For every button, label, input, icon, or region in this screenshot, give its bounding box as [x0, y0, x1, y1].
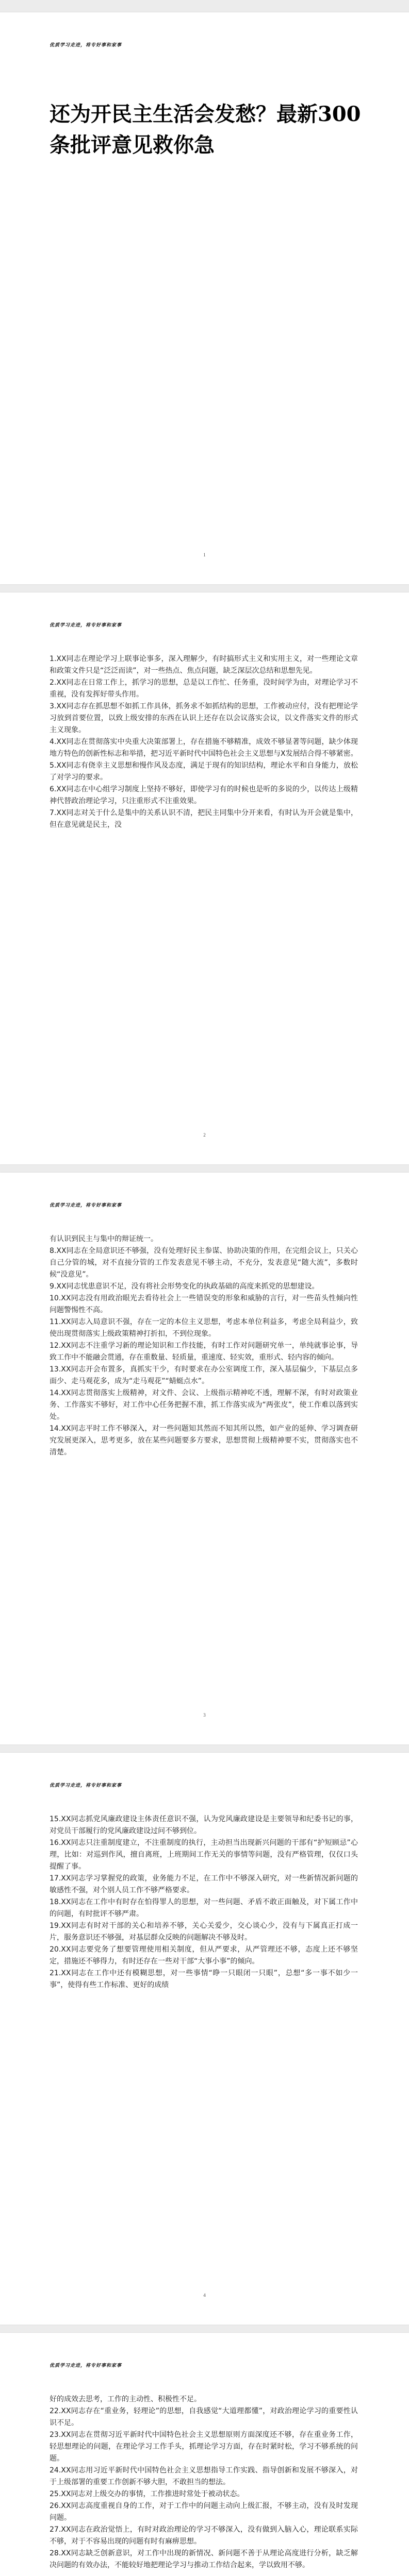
page-header: 优质学习走进，将专好事和家事 [50, 2363, 122, 2368]
paragraph: 19.XX同志有时对干部的关心和培养不够，关心关爱少，交心谈心少，没有与下属真正打成一片，服务意识还不够强，对基层群众反映的问题解决不够及时。 [50, 1922, 358, 1942]
paragraph: 23.XX同志在贯彻习近平新时代中国特色社会主义思想原则方面深度还不够，存在重业务工作，轻思想理论的问题，在理论学习工作手头，抓理论学习方面，存在时紧时松，学习不够系统的问题。 [50, 2431, 358, 2463]
page-number: 1 [203, 552, 206, 557]
paragraph: 13.XX同志开会布置多，真抓实干少，有时要求在办公室调度工作，深入基层偏少，下基层点多面少、走马观花多，成为“走马观花”“蜻蜓点水”。 [50, 1365, 358, 1385]
page-body [50, 2394, 358, 2571]
paragraph: 2.XX同志在日常工作上，抓学习的思想，总是以工作忙、任务重，没时间学为由，对理论学习不重视，没有发挥好带头作用。 [50, 679, 358, 699]
paragraph: 22.XX同志存在“重业务，轻理论”的思想，自我感觉“大道理都懂”，对政治理论学习的重要性认识不足。 [50, 2407, 358, 2427]
paragraph: 7.XX同志对关于什么是集中的关系认识不清，把民主同集中分开来看，有时认为开会就是集中，但在意见就是民主，没 [50, 809, 358, 829]
document-page-4 [0, 1753, 409, 2325]
page-number: 4 [203, 2293, 206, 2298]
paragraph: 11.XX同志入局意识不强，存在一定的本位主义思想，考虑本单位利益多，考虑全局利益少，致使出现贯彻落实上级政策精神打折扣，不到位现象。 [50, 1318, 358, 1338]
page-body [50, 1233, 358, 1459]
document-page-5 [0, 2333, 409, 2576]
paragraph: 10.XX同志没有用政治眼光去看待社会上一些错误变的形象和威胁的言行，对一些苗头性倾向性问题警惕性不高。 [50, 1294, 358, 1314]
page-header: 优质学习走进，将专好事和家事 [50, 623, 122, 628]
paragraph: 27.XX同志在政治觉悟上，有时对政治理论的学习不够深入，没有做到入脑入心，理论联系实际不够，对于不容易出现的问题有时有麻痹思想。 [50, 2526, 358, 2546]
paragraph: 9.XX同志忧患意识不足，没有将社会形势变化的执政基础的高度来抓党的思想建设。 [50, 1282, 319, 1291]
paragraph: 17.XX同志学习掌握党的政策，业务能力不足，在工作中不够深入研究，对一些新情况新问题的敏感性不强，对个别人员工作不够严格要求。 [50, 1874, 358, 1894]
paragraph: 26.XX同志高度重视自身的工作，对于工作中的问题主动向上级汇报，不够主动，没有及时发现问题。 [50, 2502, 358, 2522]
page-header: 优质学习走进，将专好事和家事 [50, 43, 122, 48]
paragraph: 18.XX同志在工作中有时存在怕得罪人的思想，对一些问题、矛盾不敢正面触及，对下属工作中的问题，有时批评不够严肃。 [50, 1898, 358, 1918]
paragraph: 8.XX同志在全局意识还不够强，没有处理好民主参谋、协助决策的作用，在完组会议上，只关心自己分管的城，对不直接分管的工作发表意见不够主动，不充分，发表意见“随大流”，多数时候“没意见”。 [50, 1247, 358, 1279]
paragraph: 15.XX同志抓党风廉政建设主体责任意识不强，认为党风廉政建设是主要领导和纪委书记的事，对党员干部履行的党风廉政建设过问不够到位。 [50, 1815, 358, 1835]
paragraph: 14.XX同志平时工作不够深入，对一些问题知其然而不知其所以然，如产业的延伸、学习调查研究发展更深入，思考更多，放在某些问题要多方要求，思想贯彻上级精神要不实，贯彻落实也不清楚。 [50, 1425, 358, 1456]
paragraph: 4.XX同志在贯彻落实中央重大决策部署上，存在措施不够精准，成效不够显著等问题，缺少体现地方特色的创新性标志和举措，把习近平新时代中国特色社会主义思想与X发展结合得不够紧密。 [50, 738, 358, 758]
paragraph: 14.XX同志贯彻落实上级精神，对文件、会议、上级指示精神吃不透，理解不深，有时对政策业务、工作落实不够好，对工作中心任务把握不准，抓工作落实成为“两张皮”，使工作难以落到实处。 [50, 1389, 358, 1421]
page-number: 2 [203, 1132, 206, 1138]
page-header: 优质学习走进，将专好事和家事 [50, 1203, 122, 1208]
paragraph: 24.XX同志用习近平新时代中国特色社会主义思想指导工作实践、指导创新和发展不够深入，对于上级部署的重要工作创新不够大胆，不敢担当的想法。 [50, 2466, 358, 2486]
paragraph: 21.XX同志在工作中还有模糊思想，对一些事情“睁一只眼闭一只眼”，总想“多一事不如少一事”，使得有些工作标准、更好的成绩 [50, 1969, 358, 1989]
paragraph: 20.XX同志要党务了想要管理使用相关制度，但从严要求，从严管理还不够，态度上还不够坚定，措施还不够得力，有时还存在一些对干部“大事小事”的倾向。 [50, 1945, 358, 1965]
page-body [50, 1814, 358, 1991]
paragraph: 5.XX同志有侥幸主义思想和慢作风及态度，满足于现有的知识结构，理论水平和自身能力，放松了对学习的要求。 [50, 761, 358, 782]
paragraph: 12.XX同志不注重学习新的理论知识和工作技能，有时工作对问题研究单一，单纯就事论事，导致工作中不能融会贯通，存在重数量、轻质量，重速度、轻实效，重形式、轻内容的倾向。 [50, 1342, 358, 1362]
paragraph: 28.XX同志缺乏创新意识，对工作中出现的新情况、新问题不善于从理论高度进行分析，缺乏解决问题的有效办法，不能较好地把理论学习与推动工作结合起来，学以致用不够。 [50, 2549, 358, 2569]
paragraph: 25.XX同志对上级交办的事情，工作推进时常处于被动状态。 [50, 2490, 244, 2498]
paragraph: 有认识到民主与集中的辩证统一。 [50, 1235, 158, 1243]
paragraph: 1.XX同志在理论学习上联事论事多，深入理解少，有时搞形式主义和实用主义，对一些理论文章和政策文件只是“泛泛而读”，对一些热点、焦点问题，缺乏深层次总结和思想先见。 [50, 655, 358, 675]
paragraph: 6.XX同志在中心组学习制度上坚持不够好，即使学习有的时候也是听的多说的少，以传达上级精神代替政治理论学习，只注重形式不注重效果。 [50, 785, 358, 805]
document-page-2 [0, 592, 409, 1164]
page-number: 3 [203, 1713, 206, 1718]
document-page-1 [0, 12, 409, 584]
paragraph: 好的成效去思考，工作的主动性、积极性不足。 [50, 2395, 201, 2403]
paragraph: 16.XX同志只注重制度建立，不注重制度的执行，主动担当出现新兴问题的干部有“护短顾忌”心理，比如：对巡到作风，擅自离班，上班期间工作无关的事情等问题，没有严格管理，仅仅口头提醒了事。 [50, 1839, 358, 1871]
page-header: 优质学习走进，将专好事和家事 [50, 1783, 122, 1788]
paragraph: 3.XX同志存在抓思想不如抓工作具体，抓务求不如抓结构的思想，工作被动应付，没有把理论学习放到首要位置，以致上级安排的东西在认识上还存在以会议落实会议，以文件落实文件的形式主义现象。 [50, 702, 358, 734]
document-page-3 [0, 1173, 409, 1744]
document-title: 还为开民主生活会发愁？最新300条批评意见救你急 [50, 102, 361, 157]
page-body [50, 653, 358, 831]
